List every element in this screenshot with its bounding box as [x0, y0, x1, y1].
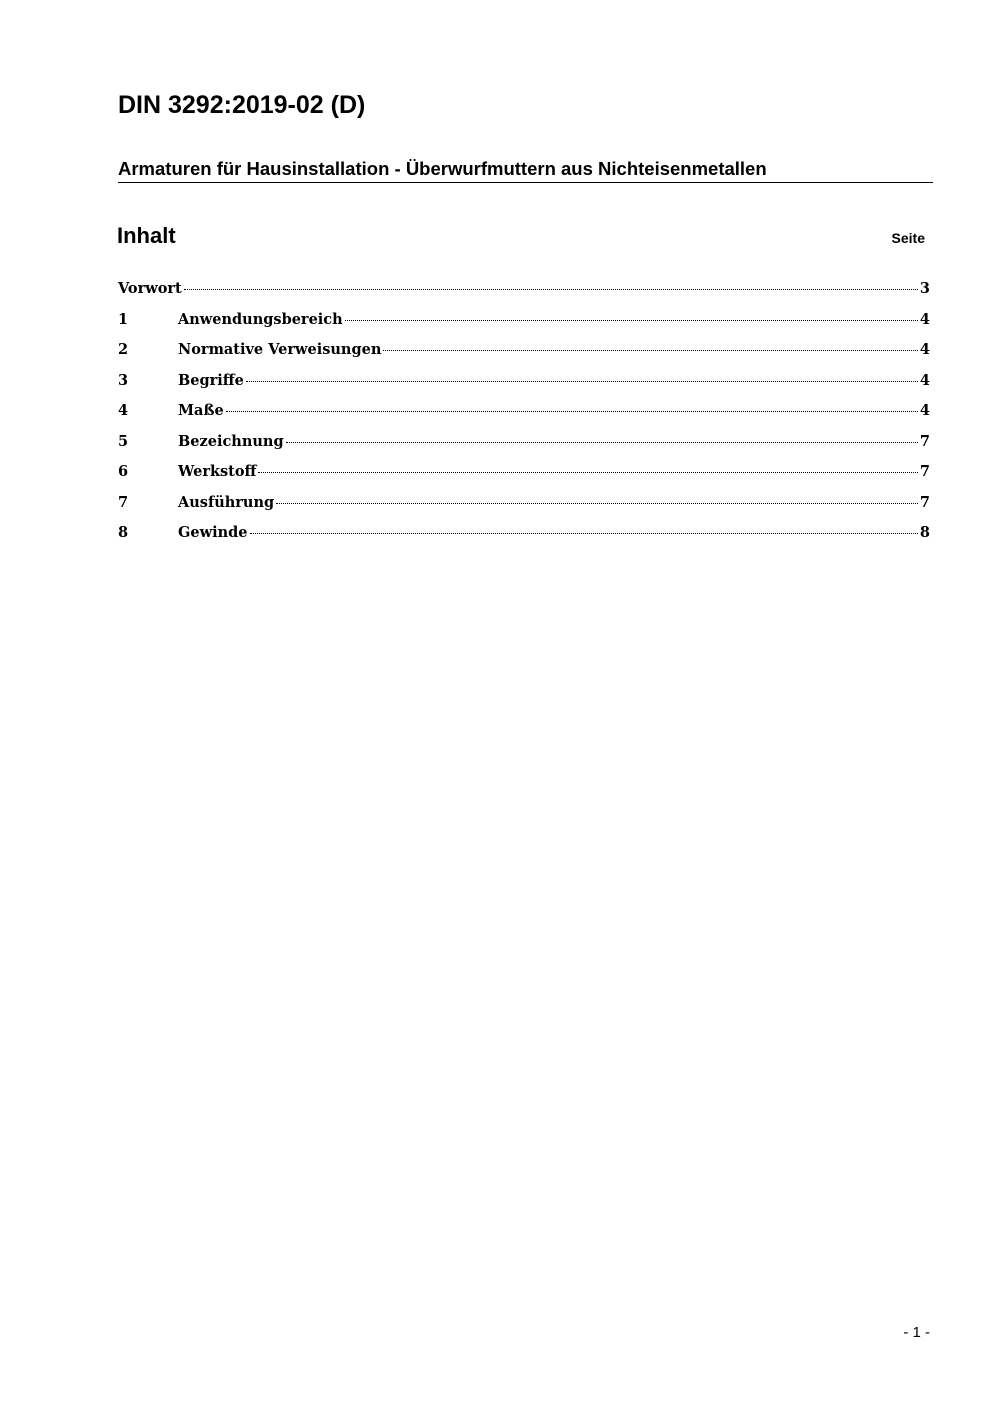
toc-heading: Inhalt: [117, 223, 176, 248]
toc-entry-gewinde[interactable]: [118, 522, 930, 553]
toc-entry-title: Ausführung: [178, 493, 275, 511]
toc-entry-page: 8: [919, 524, 930, 541]
toc-entry-number: 5: [118, 432, 129, 450]
toc-dot-leader: [258, 472, 917, 473]
toc-entry-page: 7: [919, 463, 930, 480]
toc-entry-page: 3: [919, 280, 930, 297]
toc-dot-leader: [345, 320, 918, 321]
toc-page-column-label: Seite: [891, 230, 925, 246]
toc-entry-title: Vorwort: [118, 280, 182, 297]
toc-dot-leader: [383, 350, 918, 351]
toc-entry-title: Maße: [178, 402, 224, 419]
toc-entry-number: 8: [118, 524, 129, 541]
page-number: - 1 -: [903, 1324, 930, 1341]
toc-entry-number: 3: [118, 371, 129, 389]
toc-dot-leader: [286, 442, 918, 443]
toc-dot-leader: [250, 533, 918, 534]
document-subtitle: Armaturen für Hausinstallation - Überwurfmuttern aus Nichteisenmetallen: [118, 157, 933, 183]
toc-entry-masse[interactable]: [118, 400, 930, 431]
toc-dot-leader: [226, 411, 918, 412]
toc-entry-anwendungsbereich[interactable]: [118, 309, 930, 340]
toc-entry-werkstoff[interactable]: [118, 461, 930, 492]
toc-entry-number: 7: [118, 493, 129, 511]
toc-entry-title: Gewinde: [178, 524, 248, 541]
toc-entry-ausfuehrung[interactable]: [118, 492, 930, 523]
toc-entry-number: 4: [118, 402, 129, 419]
toc-entry-title: Werkstoff: [178, 463, 257, 480]
toc-entry-page: 4: [919, 402, 930, 419]
toc-entry-page: 7: [919, 432, 930, 450]
toc-entry-title: Normative Verweisungen: [178, 341, 382, 358]
toc-entry-vorwort[interactable]: [118, 278, 930, 309]
toc-entry-number: 6: [118, 463, 129, 480]
toc-dot-leader: [246, 381, 918, 382]
toc-entry-number: 2: [118, 341, 129, 358]
toc-entry-title: Bezeichnung: [178, 432, 284, 450]
toc-entry-page: 4: [919, 371, 930, 389]
toc-dot-leader: [276, 503, 918, 504]
toc-entry-title: Anwendungsbereich: [178, 310, 343, 328]
toc-entry-begriffe[interactable]: [118, 370, 930, 401]
toc-entry-page: 4: [919, 310, 930, 328]
toc-entry-bezeichnung[interactable]: [118, 431, 930, 462]
toc-dot-leader: [184, 289, 918, 290]
toc-entry-page: 7: [919, 493, 930, 511]
toc-entry-number: 1: [118, 310, 129, 328]
toc-entry-page: 4: [919, 341, 930, 358]
table-of-contents: [118, 278, 930, 553]
toc-entry-title: Begriffe: [178, 371, 244, 389]
toc-entry-normative-verweisungen[interactable]: [118, 339, 930, 370]
document-title: DIN 3292:2019-02 (D): [118, 91, 366, 119]
